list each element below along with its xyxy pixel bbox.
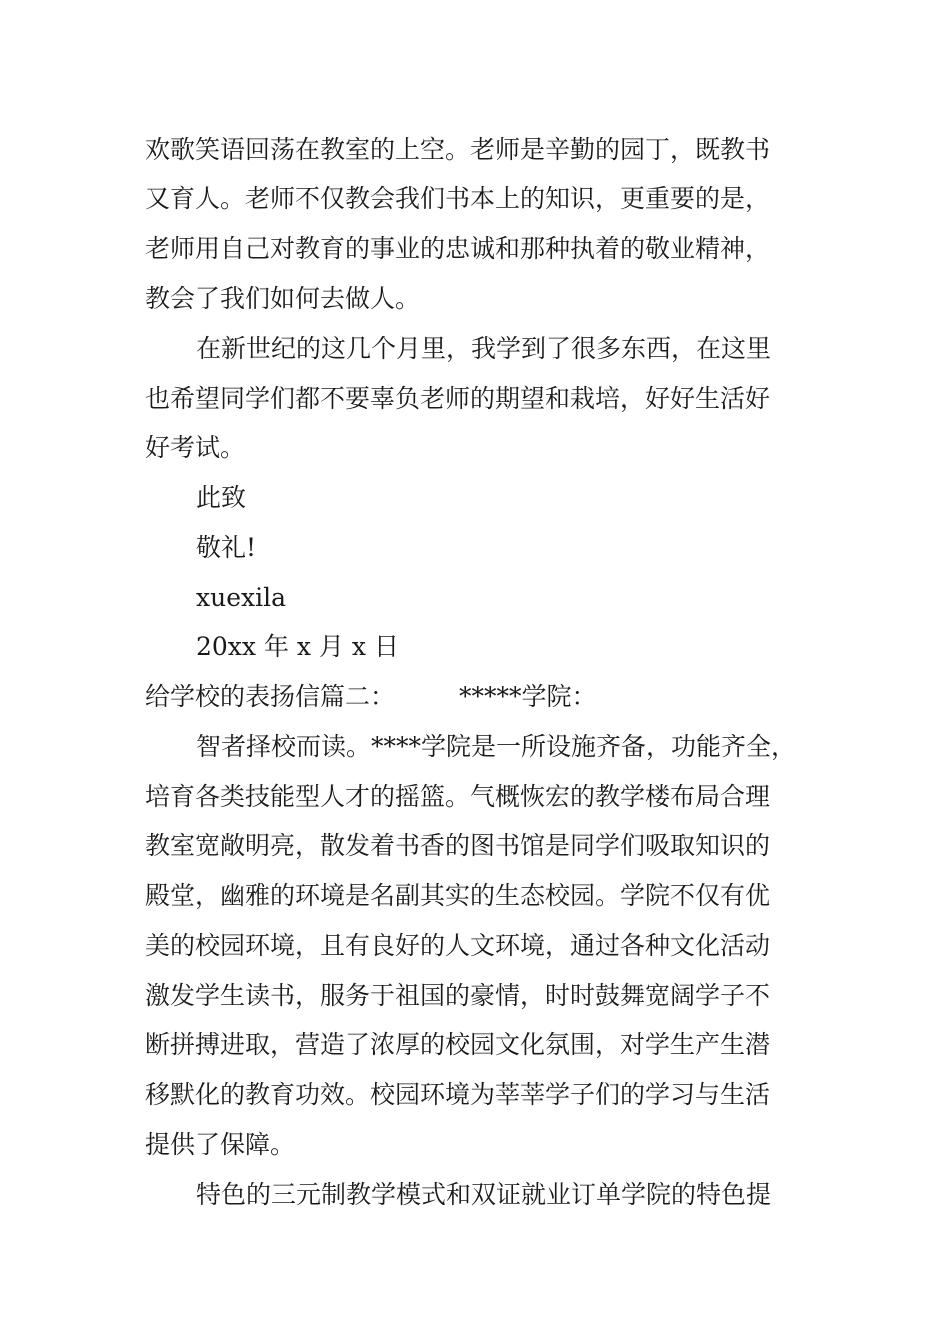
paragraph-line: 移默化的教育功效。校园环境为莘莘学子们的学习与生活 bbox=[145, 1080, 771, 1109]
paragraph-line: 也希望同学们都不要辜负老师的期望和栽培，好好生活好 bbox=[145, 384, 771, 413]
paragraph-line: 美的校园环境，且有良好的人文环境，通过各种文化活动 bbox=[145, 931, 771, 960]
paragraph-line: 又育人。老师不仅教会我们书本上的知识，更重要的是， bbox=[145, 184, 771, 213]
paragraph-line: 殿堂，幽雅的环境是名副其实的生态校园。学院不仅有优 bbox=[145, 881, 771, 910]
paragraph-line: 欢歌笑语回荡在教室的上空。老师是辛勤的园丁，既教书 bbox=[145, 135, 771, 164]
paragraph-line: 提供了保障。 bbox=[145, 1130, 296, 1159]
paragraph-line: 在新世纪的这几个月里，我学到了很多东西，在这里 bbox=[196, 334, 772, 363]
paragraph-line: 教室宽敞明亮，散发着书香的图书馆是同学们吸取知识的 bbox=[145, 831, 771, 860]
paragraph-line: 断拼搏进取，营造了浓厚的校园文化氛围，对学生产生潜 bbox=[145, 1030, 771, 1059]
letter-date: 20xx 年 x 月 x 日 bbox=[196, 632, 399, 661]
section-recipient: *****学院： bbox=[459, 682, 597, 711]
section-heading bbox=[145, 682, 597, 712]
signature: xuexila bbox=[196, 583, 286, 612]
paragraph-line: 特色的三元制教学模式和双证就业订单学院的特色提 bbox=[196, 1180, 772, 1209]
paragraph-line: 老师用自己对教育的事业的忠诚和那种执着的敬业精神， bbox=[145, 234, 771, 263]
paragraph-line: 智者择校而读。****学院是一所设施齐备，功能齐全， bbox=[196, 732, 797, 761]
closing-respect: 敬礼! bbox=[196, 533, 257, 562]
paragraph-line: 教会了我们如何去做人。 bbox=[145, 284, 421, 313]
paragraph-line: 激发学生读书，服务于祖国的豪情，时时鼓舞宽阔学子不 bbox=[145, 981, 771, 1010]
section-title: 给学校的表扬信篇二： bbox=[145, 682, 396, 711]
paragraph-line: 培育各类技能型人才的摇篮。气概恢宏的教学楼布局合理 bbox=[145, 782, 771, 811]
closing-salutation: 此致 bbox=[196, 483, 247, 512]
paragraph-line: 好考试。 bbox=[145, 433, 246, 462]
